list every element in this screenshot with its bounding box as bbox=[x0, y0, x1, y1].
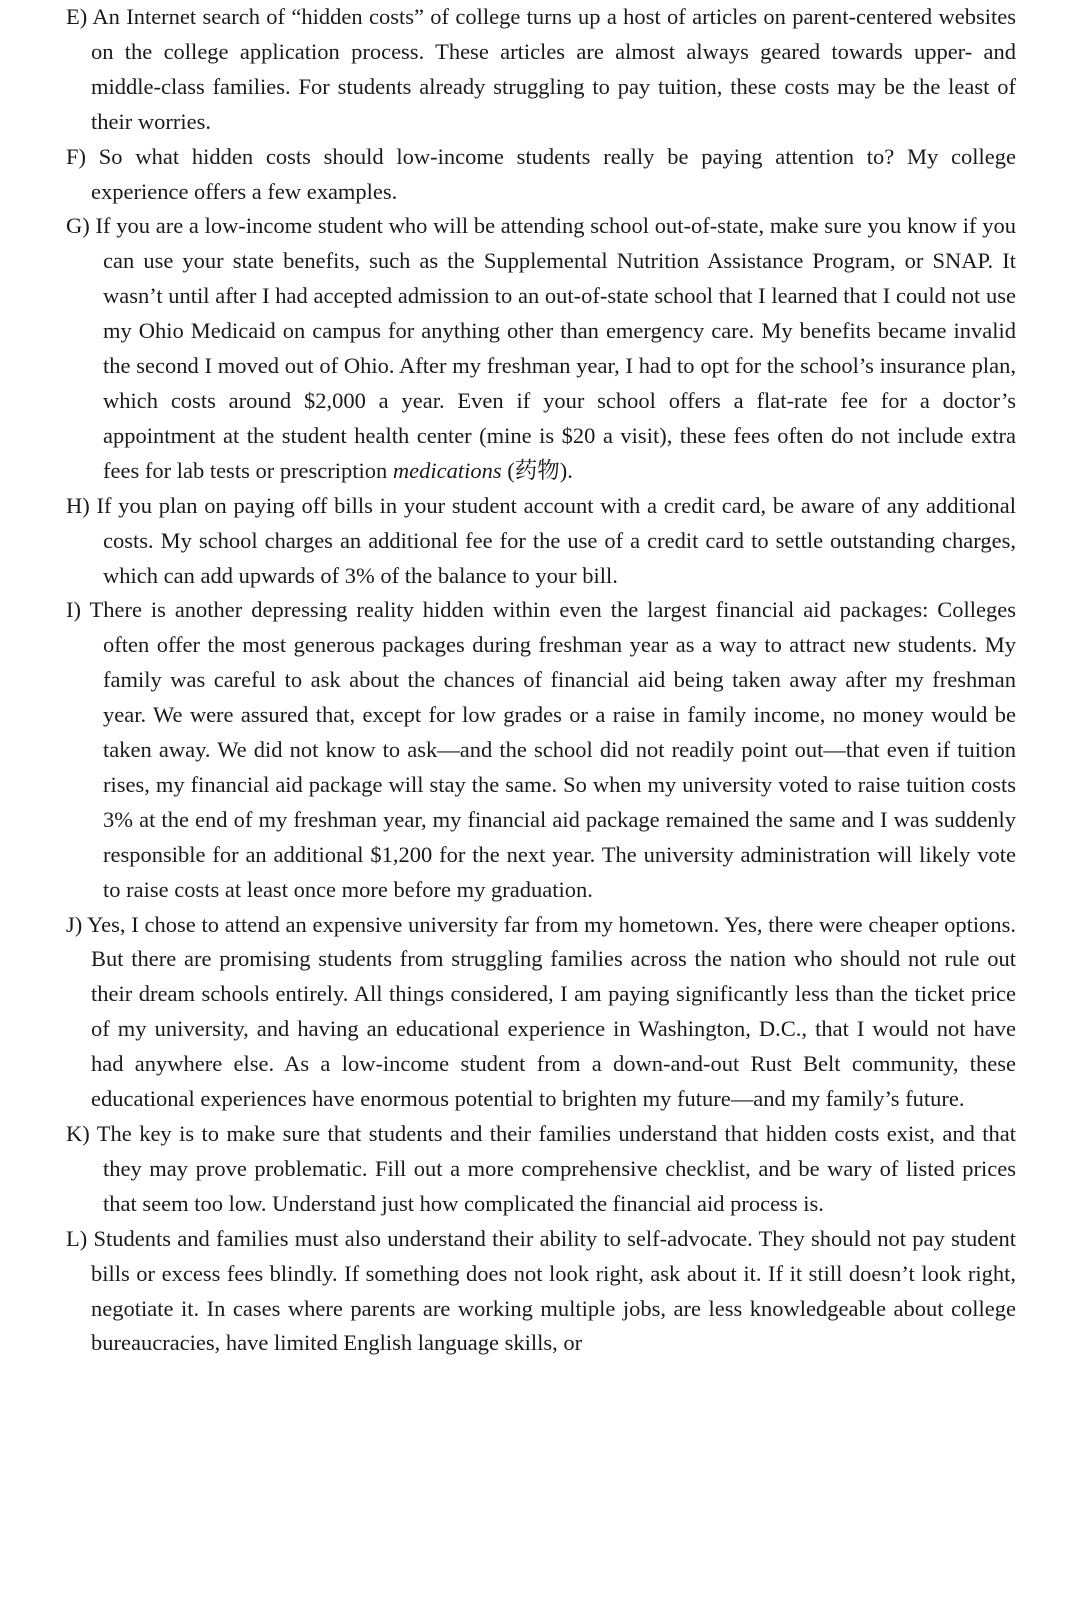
italic-term: medications bbox=[392, 457, 502, 483]
paragraph-text: Students and families must also understand their ability to self-advocate. They should not pay student bills or excess fees blindly. If something does not look right, ask about it. If it still doesn’t look right, negotiate it. In cases where parents are working multiple jobs, are less knowledgeable about college bureaucracies, have limited English language skills, or bbox=[91, 1225, 1016, 1356]
paragraph-h bbox=[66, 489, 1016, 594]
paragraph-label: F) bbox=[66, 143, 87, 169]
paragraph-label: E) bbox=[66, 4, 88, 29]
paragraph-label: K) bbox=[66, 1121, 90, 1146]
paragraph-l bbox=[66, 1222, 1016, 1362]
paragraph-label: L) bbox=[66, 1225, 88, 1251]
paragraph-text: There is another depressing reality hidden within even the largest financial aid packages: Colleges often offer the most generous packages during freshman year as a way to attract new students. My family was careful to ask about the chances of financial aid being taken away after my freshman year. We were assured that, except for low grades or a raise in family income, no money would be taken away. We did not know to ask—and the school did not readily point out—that even if tuition rises, my financial aid package will stay the same. So when my university voted to raise tuition costs 3% at the end of my freshman year, my financial aid package remained the same and I was suddenly responsible for an additional $1,200 for the next year. The university administration will likely vote to raise costs at least once more before my graduation. bbox=[89, 597, 1016, 902]
paragraph-g bbox=[66, 209, 1016, 488]
paragraph-label: G) bbox=[66, 213, 90, 239]
paragraph-text: An Internet search of “hidden costs” of college turns up a host of articles on parent-centered websites on the college application process. These articles are almost always geared towards upper- and middle-class families. For students already struggling to pay tuition, these costs may be the least of their worries. bbox=[91, 4, 1016, 134]
paragraph-text: If you are a low-income student who will be attending school out-of-state, make sure you know if you can use your state benefits, such as the Supplemental Nutrition Assistance Program, or SNAP. It wasn’t until after I had accepted admission to an out-of-state school that I learned that I could not use my Ohio Medicaid on campus for anything other than emergency care. My benefits became invalid the second I moved out of Ohio. After my freshman year, I had to opt for the school’s insurance plan, which costs around $2,000 a year. Even if your school offers a flat-rate fee for a doctor’s appointment at the student health center (mine is $20 a visit), these fees often do not include extra fees for lab tests or prescription bbox=[95, 213, 1017, 483]
paragraph-j bbox=[66, 908, 1016, 1117]
paragraph-text: So what hidden costs should low-income students really be paying attention to? My college experience offers a few examples. bbox=[91, 143, 1017, 204]
paragraph-i bbox=[66, 593, 1016, 907]
paragraph-k bbox=[66, 1117, 1016, 1222]
paragraph-text: The key is to make sure that students and their families understand that hidden costs exist, and that they may prove problematic. Fill out a more comprehensive checklist, and be wary of listed prices that seem too low. Understand just how complicated the financial aid process is. bbox=[96, 1121, 1017, 1216]
document-page bbox=[66, 0, 1016, 1361]
gloss-text: (药物). bbox=[507, 457, 573, 483]
paragraph-text: If you plan on paying off bills in your student account with a credit card, be aware of any additional costs. My school charges an additional fee for the use of a credit card to settle outstanding charges, which can add upwards of 3% of the balance to your bill. bbox=[96, 492, 1017, 588]
paragraph-e bbox=[66, 0, 1016, 140]
paragraph-label: H) bbox=[66, 492, 90, 518]
paragraph-label: J) bbox=[66, 911, 83, 937]
paragraph-label: I) bbox=[66, 597, 81, 623]
paragraph-f bbox=[66, 140, 1016, 210]
paragraph-text: Yes, I chose to attend an expensive university far from my hometown. Yes, there were cheaper options. But there are promising students from struggling families across the nation who should not rule out their dream schools entirely. All things considered, I am paying significantly less than the ticket price of my university, and having an educational experience in Washington, D.C., that I would not have had anywhere else. As a low-income student from a down-and-out Rust Belt community, these educational experiences have enormous potential to brighten my future—and my family’s future. bbox=[87, 911, 1016, 1112]
